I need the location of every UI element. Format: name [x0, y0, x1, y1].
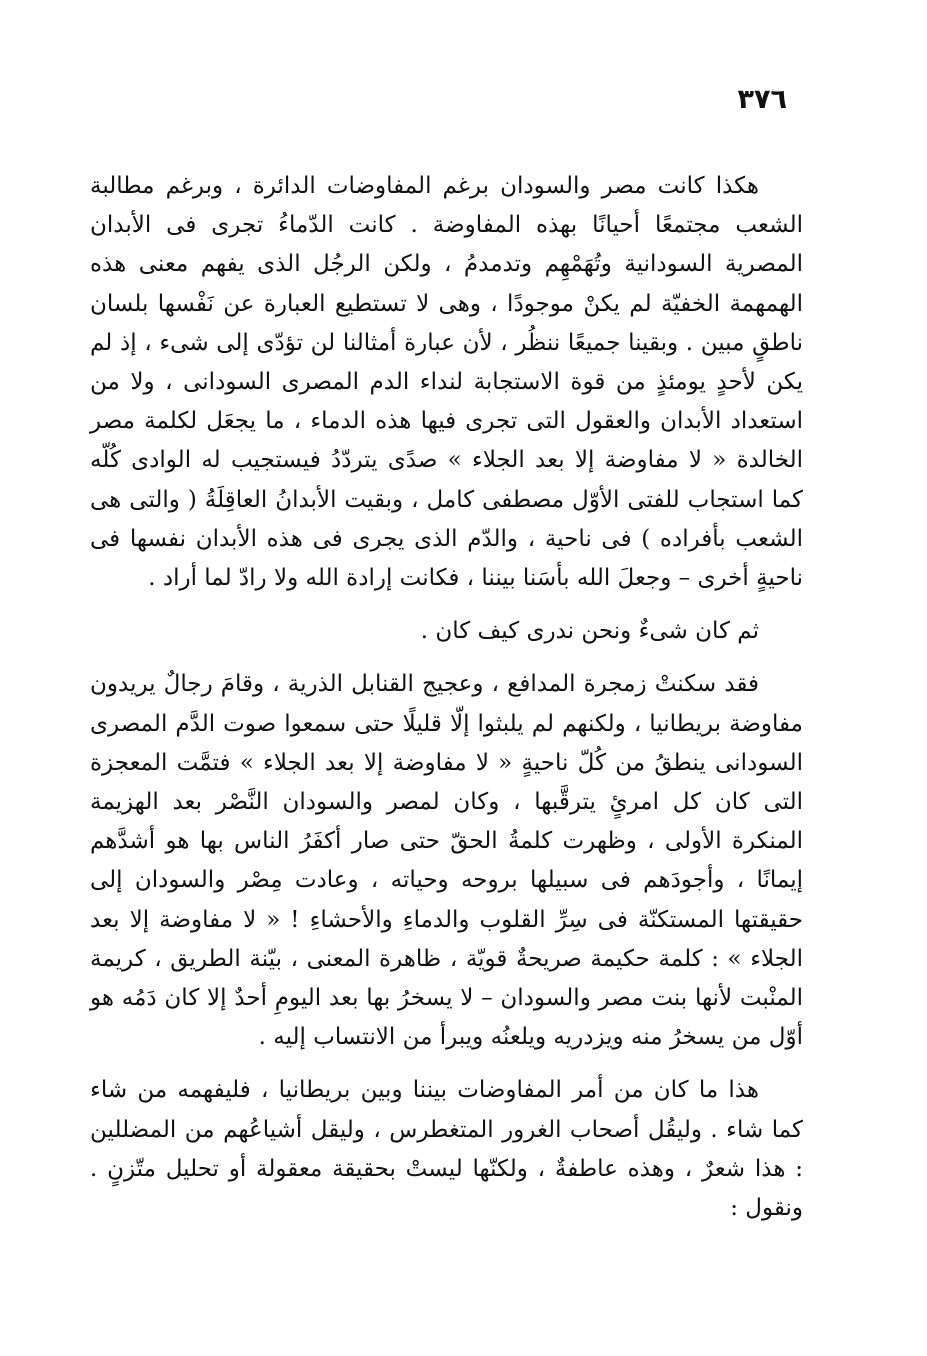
- paragraph: فقد سكنتْ زمجرة المدافع ، وعجيج القنابل الذرية ، وقامَ رجالٌ يريدون مفاوضة بريطانيا ، ولكنهم لم يلبثوا إلّا قليلًا حتى سمعوا صوت الدَّم المصرى السودانى ينطقُ من كُلّ ناحيةٍ « لا مفاوضة إلا بعد الجلاء » فتمَّت المعجزة التى كان كل امرئٍ يترقَّبها ، وكان لمصر والسودان النَّصْر بعد الهزيمة المنكرة الأولى ، وظهرت كلمةُ الحقّ حتى صار أكفَرُ الناس بها هو أشدَّهم إيمانًا ، وأجودَهم فى سبيلها بروحه وحياته ، وعادت مِصْر والسودان إلى حقيقتها المستكنّة فى سِرِّ القلوب والدماءِ والأحشاءِ ! « لا مفاوضة إلا بعد الجلاء » : كلمة حكيمة صريحةٌ قويّة ، ظاهرة المعنى ، بيّنة الطريق ، كريمة المنْبت لأنها بنت مصر والسودان – لا يسخرُ بها بعد اليومِ أحدٌ إلا كان دَمُه هو أوّل من يسخرُ منه ويزدريه ويلعنُه ويبرأ من الانتساب إليه .: [90, 671, 803, 1051]
- paragraph: هكذا كانت مصر والسودان برغم المفاوضات الدائرة ، وبرغم مطالبة الشعب مجتمعًا أحيانًا بهذه المفاوضة . كانت الدّماءُ تجرى فى الأبدان المصرية السودانية وتُهَمْهِم وتدمدمُ ، ولكن الرجُل الذى يفهم معنى هذه الهمهمة الخفيّة لم يكنْ موجودًا ، وهى لا تستطيع العبارة عن نَفْسها بلسان ناطقٍ مبين . وبقينا جميعًا ننظُر ، لأن عبارة أمثالنا لن تؤدّى إلى شىء ، إذ لم يكن لأحدٍ يومئذٍ من قوة الاستجابة لنداء الدم المصرى السودانى ، ولا من استعداد الأبدان والعقول التى تجرى فيها هذه الدماء ، ما يجعَل لكلمة مصر الخالدة « لا مفاوضة إلا بعد الجلاء » صدًى يتردّدُ فيستجيب له الوادى كُلّه كما استجاب للفتى الأوّل مصطفى كامل ، وبقيت الأبدانُ العاقِلَةُ ( والتى هى الشعب بأفراده ) فى ناحية ، والدّم الذى يجرى فى هذه الأبدان نفسها فى ناحيةٍ أخرى – وجعلَ الله بأسَنا بيننا ، فكانت إرادة الله ولا رادّ لما أراد .: [90, 173, 803, 592]
- paragraph: هذا ما كان من أمر المفاوضات بيننا وبين بريطانيا ، فليفهمه من شاء كما شاء . وليقُل أصحاب الغرور المتغطرس ، وليقل أشياعُهم من المضللين : هذا شعرٌ ، وهذه عاطفةٌ ، ولكنّها ليستْ بحقيقة معقولة أو تحليل متّزنٍ . ونقول :: [90, 1077, 803, 1222]
- paragraph: ثم كان شىءٌ ونحن ندرى كيف كان .: [420, 618, 759, 645]
- body-text: [90, 167, 803, 1228]
- page-number: ٣٧٦: [737, 84, 787, 115]
